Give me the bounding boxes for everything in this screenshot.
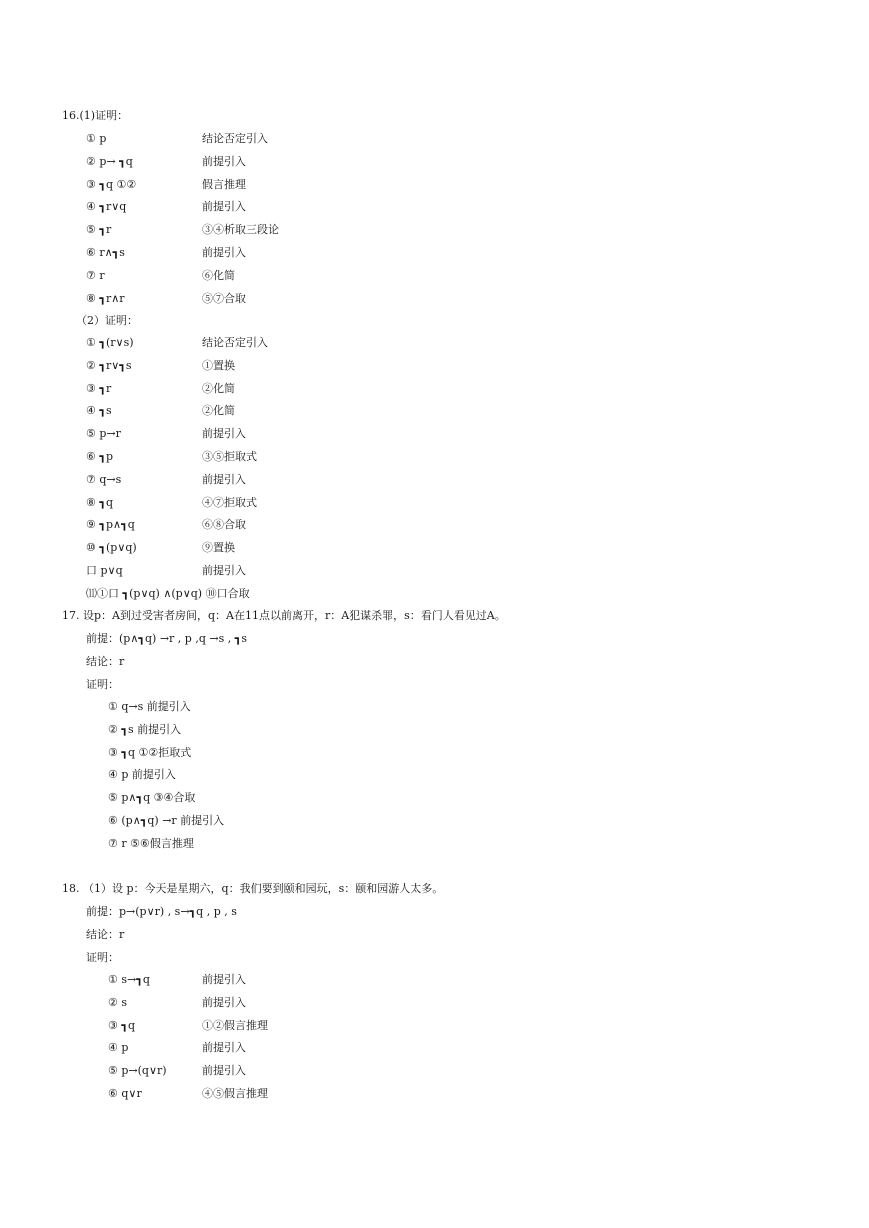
proof-reason: ④⑦拒取式 (202, 495, 257, 509)
q17-heading: 17. 设p：A到过受害者房间，q：A在11点以前离开，r：A犯谋杀罪，s：看门人看见过A。 (62, 609, 506, 622)
proof-reason: 假言推理 (202, 177, 246, 191)
proof-step: ⑩ ┓(p∨q) (86, 541, 137, 555)
q16-final-line: ⑾①口 ┓(p∨q) ∧(p∨q) ⑩口合取 (86, 587, 250, 600)
proof-reason: 前提引入 (202, 472, 246, 486)
proof-step: 口 p∨q (86, 564, 123, 577)
proof-reason: ②化简 (202, 381, 235, 395)
q18-premise: 前提：p→(p∨r) , s→┓q , p , s (86, 905, 237, 918)
proof-reason: ③⑤拒取式 (202, 450, 257, 463)
proof-reason: ⑤⑦合取 (202, 291, 246, 305)
proof-step: ② ┓r∨┓s (86, 358, 132, 372)
proof-reason: 前提引入 (202, 246, 246, 259)
proof-reason: ③④析取三段论 (202, 223, 279, 237)
proof-reason: 结论否定引入 (202, 336, 268, 349)
proof-reason: 前提引入 (202, 564, 246, 577)
proof-step: ⑦ r ⑤⑥假言推理 (108, 836, 194, 850)
proof-step: ⑤ ┓r (86, 223, 112, 237)
proof-reason: 结论否定引入 (202, 132, 268, 145)
proof-step: ② s (108, 995, 128, 1009)
proof-reason: ⑥⑧合取 (202, 518, 246, 532)
proof-reason: 前提引入 (202, 1041, 246, 1055)
proof-reason: 前提引入 (202, 427, 246, 441)
proof-reason: ⑨置换 (202, 541, 235, 555)
proof-reason: ①②假言推理 (202, 1018, 268, 1032)
q17-premise: 前提：(p∧┓q) →r , p ,q →s , ┓s (86, 632, 247, 645)
proof-step: ⑤ p∧┓q ③④合取 (108, 791, 196, 805)
proof-step: ④ p 前提引入 (108, 768, 176, 782)
proof-step: ⑦ r (86, 268, 105, 282)
proof-step: ④ p (108, 1041, 129, 1055)
proof-step: ③ ┓q (108, 1018, 136, 1032)
proof-reason: ④⑤假言推理 (202, 1087, 268, 1100)
q17-proof-label: 证明： (86, 678, 119, 691)
proof-reason: 前提引入 (202, 154, 246, 168)
q18-conclusion: 结论：r (86, 928, 125, 941)
proof-step: ③ ┓q ①② (86, 177, 137, 191)
proof-step: ① ┓(r∨s) (86, 336, 134, 349)
proof-step: ⑧ ┓r∧r (86, 291, 125, 305)
proof-reason: 前提引入 (202, 1064, 246, 1078)
proof-step: ⑦ q→s (86, 472, 122, 486)
proof-step: ② ┓s 前提引入 (108, 722, 182, 736)
proof-step: ⑥ q∨r (108, 1087, 142, 1100)
proof-step: ③ ┓q ①②拒取式 (108, 745, 192, 759)
q17-conclusion: 结论：r (86, 655, 125, 668)
proof-step: ⑤ p→(q∨r) (108, 1064, 167, 1078)
proof-step: ④ ┓r∨q (86, 200, 127, 214)
proof-reason: ①置换 (202, 358, 235, 372)
proof-step: ① p (86, 132, 107, 145)
proof-step: ② p→ ┓q (86, 154, 133, 168)
proof-reason: ②化简 (202, 404, 235, 418)
proof-step: ⑥ r∧┓s (86, 246, 125, 259)
proof-step: ⑨ ┓p∧┓q (86, 518, 135, 532)
proof-step: ⑤ p→r (86, 427, 121, 441)
q18-proof-label: 证明： (86, 951, 119, 964)
proof-step: ⑧ ┓q (86, 495, 114, 509)
proof-step: ① q→s 前提引入 (108, 700, 191, 713)
proof-reason: ⑥化简 (202, 268, 235, 282)
proof-step: ① s→┓q (108, 973, 150, 986)
q16-part2-heading: （2）证明： (76, 314, 138, 327)
proof-step: ③ ┓r (86, 381, 112, 395)
proof-reason: 前提引入 (202, 973, 246, 986)
proof-step: ④ ┓s (86, 404, 112, 418)
proof-reason: 前提引入 (202, 200, 246, 214)
proof-step: ⑥ ┓p (86, 450, 114, 463)
q16-heading: 16.(1)证明： (62, 109, 129, 122)
q18-heading: 18. （1）设 p：今天是星期六，q：我们要到颐和园玩，s：颐和园游人太多。 (62, 882, 444, 895)
proof-step: ⑥ (p∧┓q) →r 前提引入 (108, 814, 225, 827)
proof-reason: 前提引入 (202, 995, 246, 1009)
